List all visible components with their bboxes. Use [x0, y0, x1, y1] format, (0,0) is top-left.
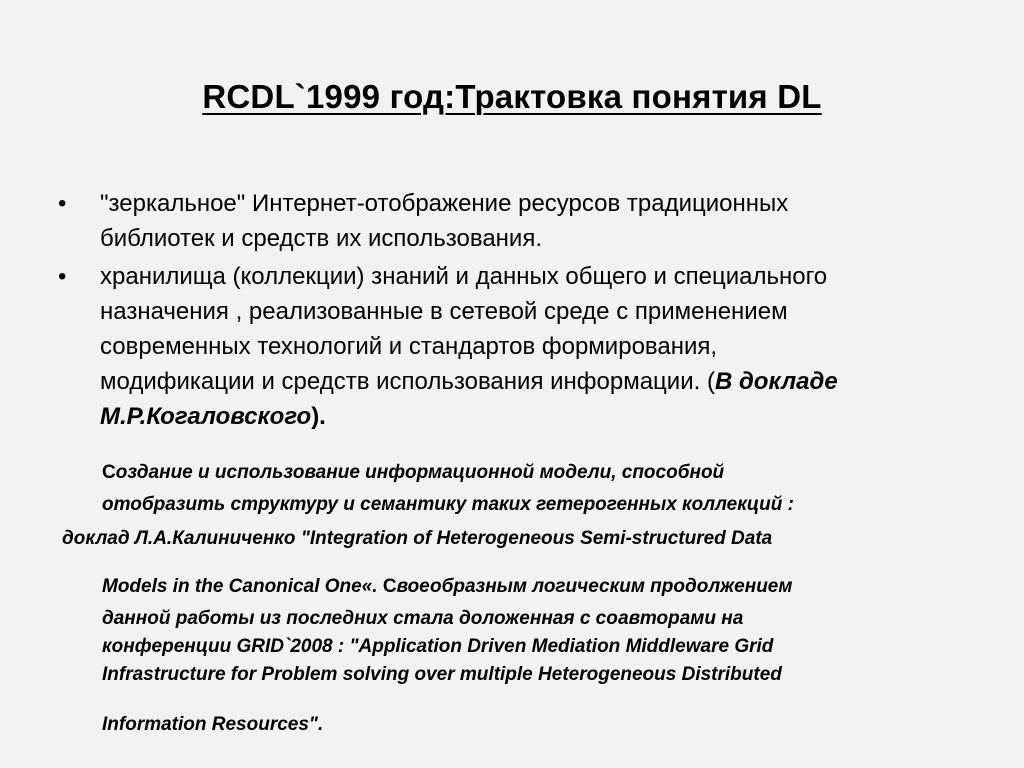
- bullet-icon: •: [58, 263, 67, 290]
- bullet-line: хранилища (коллекции) знаний и данных общего и специального: [100, 263, 828, 290]
- bullet-item-1: [58, 186, 998, 256]
- note-line-7: Infrastructure for Problem solving over multiple Heterogeneous Distributed: [102, 664, 782, 685]
- bullet-item-2: [58, 259, 998, 434]
- bullet-icon: •: [58, 190, 67, 217]
- note-line-8: Information Resources".: [102, 714, 324, 735]
- bullet-line: назначения , реализованные в сетевой среде с применением: [100, 298, 788, 325]
- note-line-3: доклад Л.А.Калиниченко "Integration of Heterogeneous Semi-structured Data: [62, 528, 773, 549]
- note-line-6: конференции GRID`2008 : "Application Driven Mediation Middleware Grid: [102, 636, 774, 657]
- note-initial: С: [382, 576, 397, 597]
- bullet-line: [100, 399, 998, 434]
- note-text: оздание и использование информационной модели, способной: [115, 462, 725, 483]
- author-reference: М.Р.Когаловского: [100, 403, 312, 430]
- note-line-2: отобразить структуру и семантику таких гетерогенных коллекций :: [102, 494, 794, 515]
- bullet-list: [58, 186, 998, 434]
- bullet-line: современных технологий и стандартов формирования,: [100, 333, 718, 360]
- bullet-line: библиотек и средств их использования.: [100, 225, 542, 252]
- note-line-1: [102, 462, 724, 484]
- slide-title: RCDL`1999 год:Трактовка понятия DL: [202, 78, 822, 115]
- note-initial: С: [102, 462, 116, 483]
- bullet-line: [100, 364, 998, 399]
- bullet-line-text: модификации и средств использования информации. (: [100, 368, 715, 395]
- note-text: воеобразным логическим продолжением: [396, 576, 793, 597]
- note-line-4: [102, 576, 792, 598]
- closing-punctuation: ).: [311, 403, 326, 430]
- note-text: Models in the Canonical One«.: [102, 576, 383, 597]
- report-reference: В докладе: [714, 368, 838, 395]
- note-line-5: данной работы из последних стала доложенная с соавторами на: [102, 608, 744, 629]
- bullet-line: "зеркальное" Интернет-отображение ресурсов традиционных: [100, 190, 789, 217]
